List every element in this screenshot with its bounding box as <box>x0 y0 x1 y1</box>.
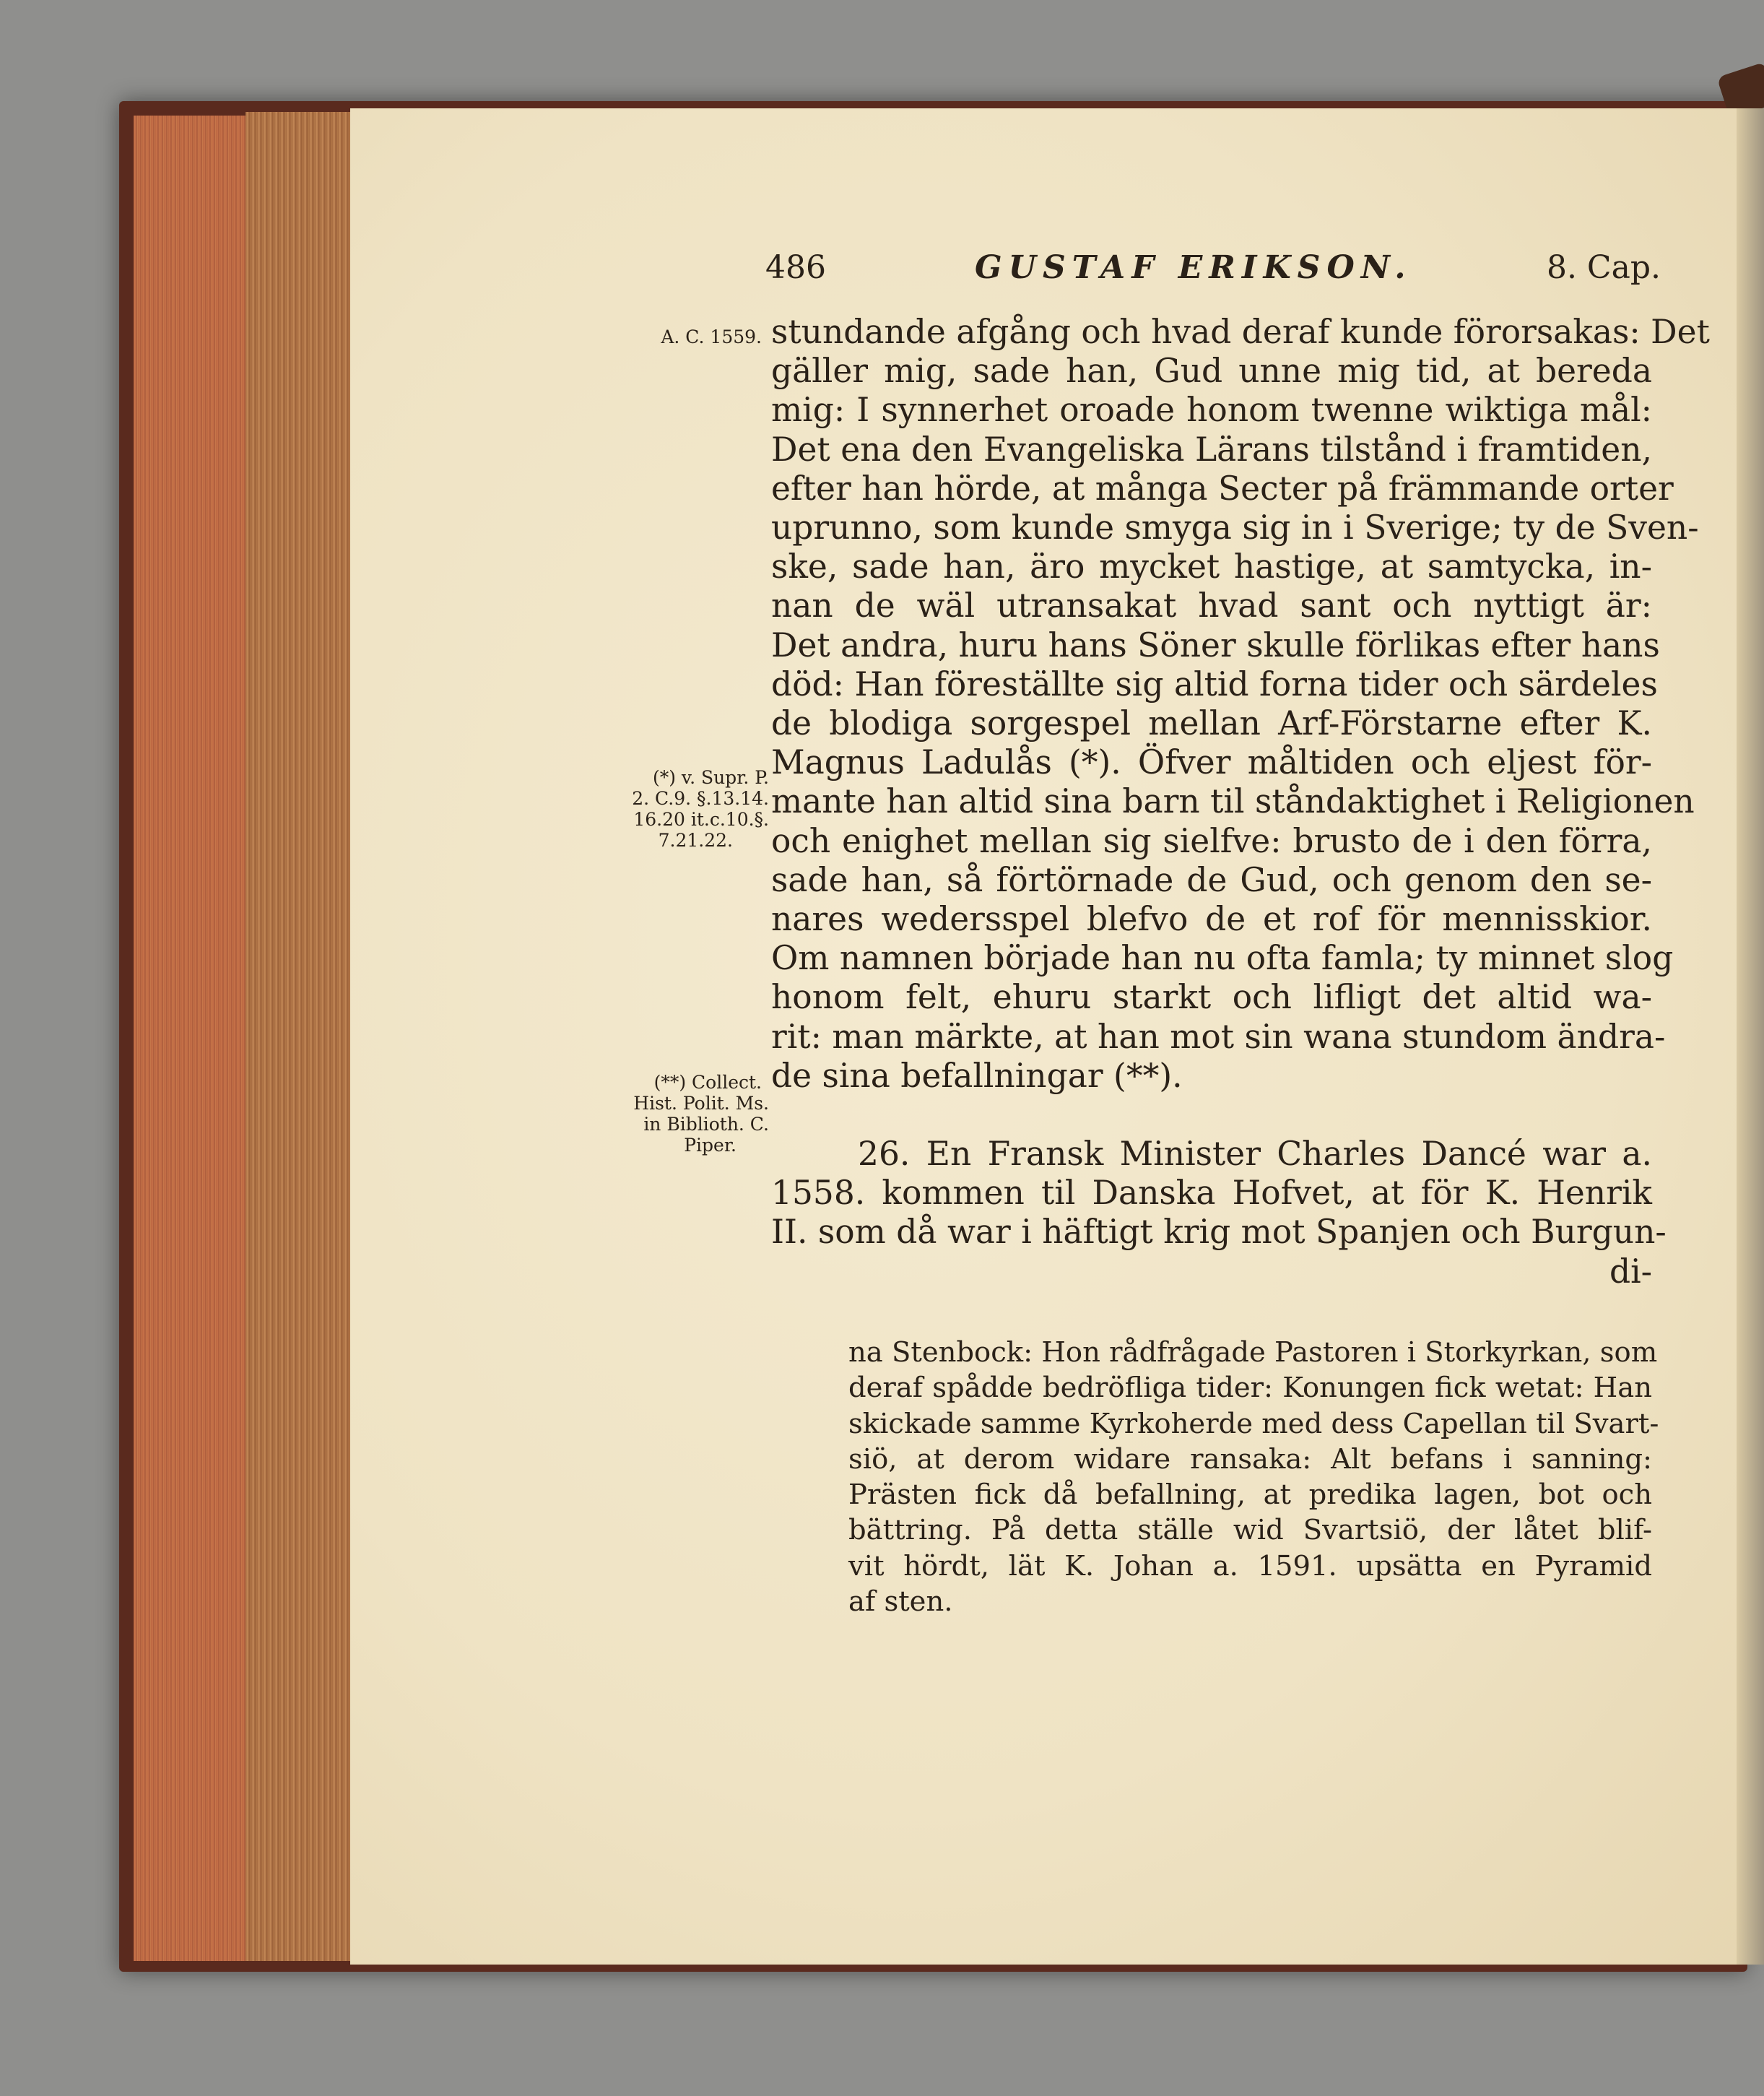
footnote-block <box>848 1335 1659 1619</box>
text-line: nares wedersspel blefvo de et rof för mennisskior. <box>771 900 1652 939</box>
text-line: mante han altid sina barn til ståndaktighet i Religionen <box>771 782 1695 821</box>
text-line: Om namnen började han nu ofta famla; ty minnet slog <box>771 939 1674 978</box>
text-line: honom felt, ehuru starkt och lifligt det altid wa- <box>771 978 1652 1017</box>
text-line: stundande afgång och hvad deraf kunde förorsakas: Det <box>771 313 1710 351</box>
text-line: ske, sade han, äro mycket hastige, at samtycka, in- <box>771 547 1652 586</box>
margin-note-line: 16.20 it.c.10.§. <box>633 809 769 830</box>
margin-note-1 <box>599 767 769 851</box>
footnote-line: deraf spådde bedröfliga tider: Konungen fick wetat: Han <box>848 1372 1652 1405</box>
margin-note-line: Hist. Polit. Ms. <box>633 1093 769 1114</box>
text-line: efter han hörde, at många Secter på främmande orter <box>771 469 1674 508</box>
text-line: II. som då war i häftigt krig mot Spanjen och Burgun- <box>771 1213 1667 1252</box>
page-gutter <box>1737 108 1764 1965</box>
margin-year-text: A. C. 1559. <box>661 326 762 347</box>
margin-year <box>617 326 762 347</box>
text-line: de blodiga sorgespel mellan Arf-Förstarne efter K. <box>771 704 1652 743</box>
text-line: sade han, så förtörnade de Gud, och genom den se- <box>771 860 1652 899</box>
footnote-line: skickade samme Kyrkoherde med dess Capellan til Svart- <box>848 1407 1659 1440</box>
margin-note-line: (*) v. Supr. P. <box>652 767 769 788</box>
margin-note-line: (**) Collect. <box>653 1072 762 1093</box>
text-line: rit: man märkte, at han mot sin wana stundom ändra- <box>771 1017 1666 1056</box>
running-title: GUSTAF ERIKSON. <box>975 249 1412 286</box>
margin-note-2 <box>599 1072 769 1156</box>
margin-note-line: in Biblioth. C. <box>643 1114 769 1135</box>
text-line: och enighet mellan sig sielfve: brusto de i den förra, <box>771 821 1652 860</box>
text-line: mig: I synnerhet oroade honom twenne wiktiga mål: <box>771 391 1652 430</box>
footnote-line: vit hördt, lät K. Johan a. 1591. upsätta en Pyramid <box>848 1549 1652 1582</box>
margin-note-line: Piper. <box>684 1135 737 1156</box>
text-line: 1558. kommen til Danska Hofvet, at för K. Henrik <box>771 1174 1652 1213</box>
catchword: di- <box>1609 1252 1652 1291</box>
footnote-line: na Stenbock: Hon rådfrågade Pastoren i Storkyrkan, som <box>848 1336 1658 1369</box>
footnote-line: af sten. <box>848 1585 953 1619</box>
chapter-label: 8. Cap. <box>1546 249 1661 286</box>
page-edges-inner <box>246 112 354 1961</box>
footnote-line: siö, at derom widare ransaka: Alt befans i sanning: <box>848 1442 1652 1476</box>
text-line: gäller mig, sade han, Gud unne mig tid, at bereda <box>771 352 1652 391</box>
text-line: uprunno, som kunde smyga sig in i Sverige; ty de Sven- <box>771 508 1699 547</box>
text-line: Magnus Ladulås (*). Öfver måltiden och eljest för- <box>771 743 1652 782</box>
text-line: de sina befallningar (**). <box>771 1056 1183 1095</box>
main-text-block <box>771 313 1710 1291</box>
page-header <box>765 249 1661 300</box>
footnote-line: bättring. På detta ställe wid Svartsiö, der låtet blif- <box>848 1514 1652 1547</box>
footnote-line: Prästen fick då befallning, at predika lagen, bot och <box>848 1478 1652 1512</box>
margin-note-line: 2. C.9. §.13.14. <box>632 788 769 809</box>
margin-note-line: 7.21.22. <box>658 830 733 851</box>
text-line: Det ena den Evangeliska Lärans tilstånd i framtiden, <box>771 430 1652 469</box>
text-line: Det andra, huru hans Söner skulle förlikas efter hans <box>771 625 1660 664</box>
text-line: död: Han föreställte sig altid forna tider och särdeles <box>771 664 1658 703</box>
paragraph-gap <box>771 1096 1652 1135</box>
text-line: nan de wäl utransakat hvad sant och nyttigt är: <box>771 586 1652 625</box>
text-line: 26. En Fransk Minister Charles Dancé war a. <box>858 1135 1652 1174</box>
page-number: 486 <box>765 249 826 286</box>
